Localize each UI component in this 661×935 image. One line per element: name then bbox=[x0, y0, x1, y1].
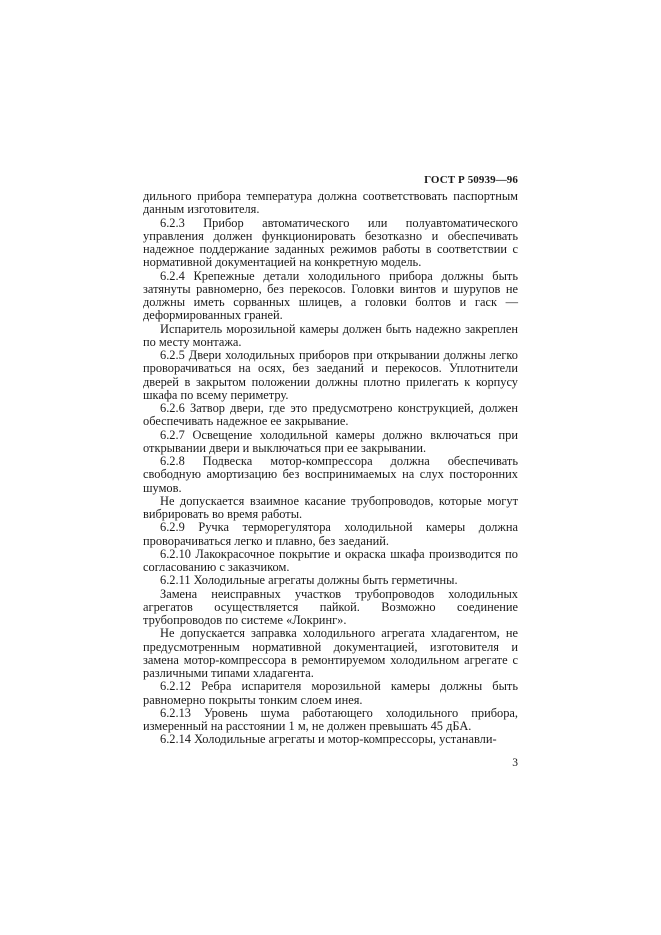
paragraph: Испаритель морозильной камеры должен быть надежно закреплен по месту монтажа. bbox=[143, 321, 518, 349]
paragraph: Не допускается взаимное касание трубопроводов, которые могут вибрировать во время работы. bbox=[143, 493, 518, 521]
paragraph-6-2-12: 6.2.12 Ребра испарителя морозильной камеры должны быть равномерно покрыты тонким слоем инея. bbox=[143, 679, 518, 707]
paragraph-6-2-13: 6.2.13 Уровень шума работающего холодильного прибора, измеренный на расстоянии 1 м, не должен превышать 45 дБА. bbox=[143, 705, 518, 733]
paragraph: Замена неисправных участков трубопроводов холодильных агрегатов осуществляется пайкой. Возможно соединение трубопроводов по системе «Локринг». bbox=[143, 586, 518, 627]
paragraph: дильного прибора температура должна соответствовать паспортным данным изготовителя. bbox=[143, 189, 518, 217]
paragraph-6-2-11: 6.2.11 Холодильные агрегаты должны быть герметичны. bbox=[160, 573, 458, 588]
paragraph-6-2-3: 6.2.3 Прибор автоматического или полуавтоматического управления должен функционировать безотказно и обеспечивать надежное поддержание заданных режимов работы в соответствии с нормативной документацией на конкретную модель. bbox=[143, 215, 518, 270]
standard-code-header: ГОСТ Р 50939—96 bbox=[424, 174, 518, 186]
paragraph-6-2-6: 6.2.6 Затвор двери, где это предусмотрено конструкцией, должен обеспечивать надежное ее закрывание. bbox=[143, 401, 518, 429]
body-text bbox=[143, 190, 518, 747]
page-number: 3 bbox=[512, 756, 518, 769]
paragraph-6-2-5: 6.2.5 Двери холодильных приборов при открывании должны легко проворачиваться на осях, без заеданий и перекосов. Уплотнители дверей в закрытом положении должны плотно прилегать к корпусу шкафа по всему периметру. bbox=[143, 348, 518, 402]
paragraph-6-2-8: 6.2.8 Подвеска мотор-компрессора должна обеспечивать свободную амортизацию без воспринимаемых на слух посторонних шумов. bbox=[143, 454, 518, 495]
paragraph-6-2-4: 6.2.4 Крепежные детали холодильного прибора должны быть затянуты равномерно, без перекосов. Головки винтов и шурупов не должны иметь сорванных шлицев, а головки болтов и гаск — деформированных граней. bbox=[143, 268, 518, 323]
paragraph-6-2-7: 6.2.7 Освещение холодильной камеры должно включаться при открывании двери и выключаться при ее закрывании. bbox=[143, 427, 518, 455]
paragraph: Не допускается заправка холодильного агрегата хладагентом, не предусмотренным нормативной документацией, изготовителя и замена мотор-компрессора в ремонтируемом холодильном агрегате с различными типами хладагента. bbox=[143, 626, 518, 680]
paragraph-6-2-14: 6.2.14 Холодильные агрегаты и мотор-компрессоры, устанавли- bbox=[160, 732, 497, 747]
paragraph-6-2-9: 6.2.9 Ручка терморегулятора холодильной камеры должна проворачиваться легко и плавно, без заеданий. bbox=[143, 520, 518, 548]
paragraph-6-2-10: 6.2.10 Лакокрасочное покрытие и окраска шкафа производится по согласованию с заказчиком. bbox=[143, 546, 518, 574]
document-page bbox=[143, 170, 518, 770]
